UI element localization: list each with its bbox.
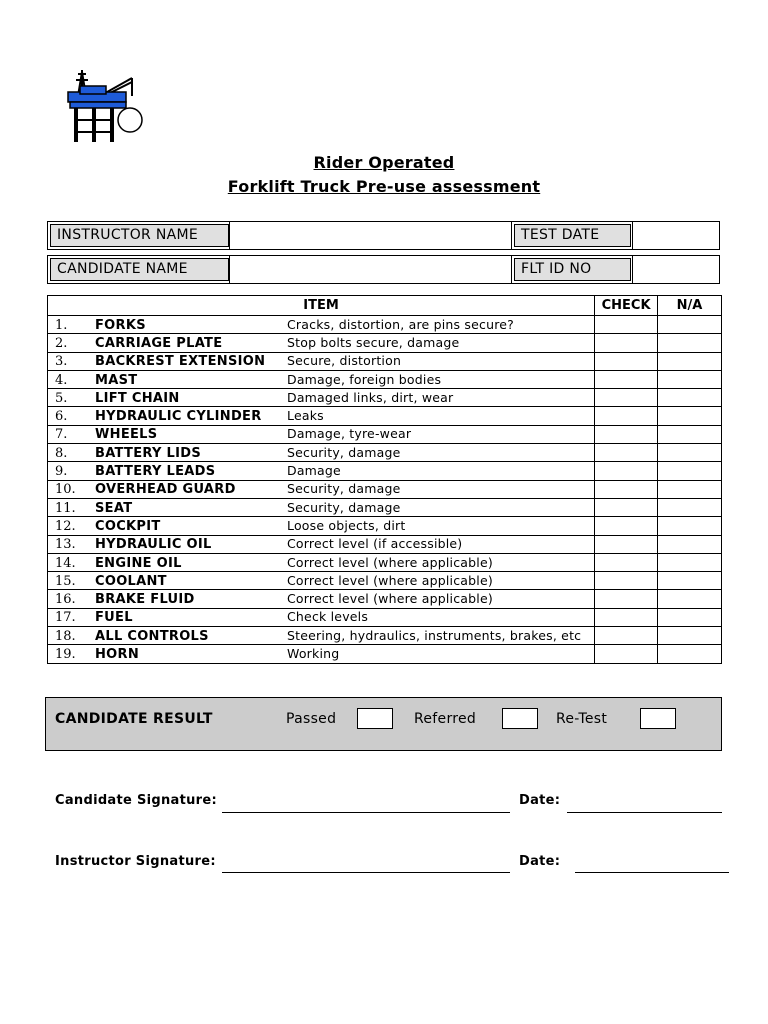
table-row (48, 444, 722, 462)
item-cell (48, 608, 595, 626)
item-number: 14. (55, 555, 76, 571)
check-cell[interactable] (595, 627, 658, 645)
divider (632, 222, 633, 249)
check-cell[interactable] (595, 407, 658, 425)
item-name: SEAT (95, 500, 133, 516)
item-description: Leaks (287, 408, 324, 424)
item-name: MAST (95, 372, 138, 388)
candidate-result-label: CANDIDATE RESULT (55, 711, 213, 727)
instructor-row (47, 221, 720, 250)
candidate-date-label: Date: (519, 793, 561, 808)
candidate-row (47, 255, 720, 284)
check-cell[interactable] (595, 645, 658, 663)
check-cell[interactable] (595, 572, 658, 590)
table-row (48, 407, 722, 425)
na-cell[interactable] (658, 352, 722, 370)
item-description: Damaged links, dirt, wear (287, 389, 454, 405)
table-row (48, 389, 722, 407)
table-row (48, 535, 722, 553)
table-row (48, 425, 722, 443)
check-cell[interactable] (595, 370, 658, 388)
table-row (48, 517, 722, 535)
retest-checkbox[interactable] (640, 708, 676, 729)
divider (632, 256, 633, 283)
table-row (48, 334, 722, 352)
check-cell[interactable] (595, 425, 658, 443)
item-name: FORKS (95, 317, 146, 333)
instructor-date-line[interactable] (575, 872, 729, 873)
na-cell[interactable] (658, 316, 722, 334)
item-description: Correct level (where applicable) (287, 554, 493, 570)
table-row (48, 316, 722, 334)
pre-use-checklist-table (47, 295, 722, 664)
table-row (48, 370, 722, 388)
na-cell[interactable] (658, 389, 722, 407)
item-number: 18. (55, 628, 76, 644)
item-cell (48, 444, 595, 462)
passed-label: Passed (286, 711, 337, 727)
na-cell[interactable] (658, 480, 722, 498)
na-cell[interactable] (658, 608, 722, 626)
divider (229, 256, 230, 283)
instructor-name-field[interactable] (230, 222, 511, 249)
item-description: Correct level (where applicable) (287, 591, 493, 607)
candidate-result-panel (45, 697, 722, 751)
item-name: COCKPIT (95, 518, 161, 534)
item-name: BATTERY LEADS (95, 464, 216, 480)
item-cell (48, 389, 595, 407)
na-cell[interactable] (658, 590, 722, 608)
na-cell[interactable] (658, 334, 722, 352)
item-number: 15. (55, 573, 76, 589)
retest-label: Re-Test (556, 711, 608, 727)
check-cell[interactable] (595, 608, 658, 626)
item-number: 5. (55, 390, 68, 406)
item-cell (48, 498, 595, 516)
item-name: ALL CONTROLS (95, 628, 209, 644)
instructor-date-label: Date: (519, 854, 561, 869)
item-cell (48, 462, 595, 480)
item-name: HYDRAULIC CYLINDER (95, 409, 262, 425)
check-cell[interactable] (595, 389, 658, 407)
item-description: Working (287, 645, 340, 661)
table-row (48, 553, 722, 571)
item-cell (48, 535, 595, 553)
item-description: Security, damage (287, 481, 401, 497)
item-name: OVERHEAD GUARD (95, 482, 236, 498)
item-description: Steering, hydraulics, instruments, brakes, etc (287, 627, 582, 643)
na-cell[interactable] (658, 444, 722, 462)
na-cell[interactable] (658, 462, 722, 480)
check-cell[interactable] (595, 444, 658, 462)
na-cell[interactable] (658, 370, 722, 388)
item-name: FUEL (95, 610, 133, 626)
item-name: BATTERY LIDS (95, 445, 201, 461)
item-name: HYDRAULIC OIL (95, 537, 212, 553)
candidate-date-line[interactable] (567, 812, 722, 813)
item-description: Damage (287, 463, 341, 479)
item-name: COOLANT (95, 573, 167, 589)
na-cell[interactable] (658, 572, 722, 590)
item-cell (48, 480, 595, 498)
check-cell[interactable] (595, 480, 658, 498)
item-number: 3. (55, 354, 68, 370)
instructor-name-label: INSTRUCTOR NAME (50, 224, 229, 247)
item-cell (48, 352, 595, 370)
na-cell[interactable] (658, 517, 722, 535)
table-header-row (48, 296, 722, 316)
item-name: HORN (95, 646, 140, 662)
item-name: ENGINE OIL (95, 555, 182, 571)
check-cell[interactable] (595, 590, 658, 608)
divider (229, 222, 230, 249)
na-cell[interactable] (658, 627, 722, 645)
item-description: Damage, tyre-wear (287, 426, 412, 442)
item-cell (48, 627, 595, 645)
item-name: LIFT CHAIN (95, 390, 180, 406)
table-row (48, 480, 722, 498)
instructor-signature-line[interactable] (222, 872, 510, 873)
check-cell[interactable] (595, 462, 658, 480)
table-row (48, 572, 722, 590)
item-name: BACKREST EXTENSION (95, 354, 266, 370)
item-cell (48, 316, 595, 334)
flt-id-label: FLT ID NO (514, 258, 631, 281)
item-description: Security, damage (287, 444, 401, 460)
table-row (48, 462, 722, 480)
item-name: CARRIAGE PLATE (95, 335, 223, 351)
item-cell (48, 590, 595, 608)
item-description: Secure, distortion (287, 353, 402, 369)
item-number: 16. (55, 592, 76, 608)
item-number: 8. (55, 445, 68, 461)
item-cell (48, 370, 595, 388)
divider (511, 222, 512, 249)
item-name: BRAKE FLUID (95, 592, 195, 608)
referred-checkbox[interactable] (502, 708, 538, 729)
item-number: 6. (55, 409, 68, 425)
item-number: 13. (55, 537, 76, 553)
na-cell[interactable] (658, 407, 722, 425)
item-description: Correct level (if accessible) (287, 536, 463, 552)
item-number: 9. (55, 464, 68, 480)
table-row (48, 590, 722, 608)
na-cell[interactable] (658, 425, 722, 443)
item-number: 17. (55, 610, 76, 626)
item-number: 19. (55, 646, 76, 662)
item-cell (48, 517, 595, 535)
na-cell[interactable] (658, 498, 722, 516)
na-cell[interactable] (658, 645, 722, 663)
candidate-signature-label: Candidate Signature: (55, 793, 218, 808)
item-number: 4. (55, 372, 68, 388)
item-number: 1. (55, 317, 68, 333)
item-cell (48, 407, 595, 425)
item-description: Cracks, distortion, are pins secure? (287, 316, 514, 332)
table-row (48, 498, 722, 516)
oil-rig-logo-icon (60, 68, 146, 146)
item-number: 11. (55, 500, 76, 516)
na-cell[interactable] (658, 553, 722, 571)
item-description: Check levels (287, 609, 369, 625)
item-number: 7. (55, 427, 68, 443)
flt-id-field[interactable] (632, 256, 719, 283)
item-cell (48, 334, 595, 352)
item-number: 10. (55, 482, 76, 498)
candidate-name-field[interactable] (230, 256, 511, 283)
table-row (48, 608, 722, 626)
column-header-check: CHECK (595, 296, 658, 316)
item-description: Security, damage (287, 499, 401, 515)
column-header-item: ITEM (48, 296, 595, 316)
check-cell[interactable] (595, 517, 658, 535)
item-cell (48, 645, 595, 663)
candidate-signature-line[interactable] (222, 812, 510, 813)
item-description: Correct level (where applicable) (287, 572, 493, 588)
table-row (48, 627, 722, 645)
item-cell (48, 553, 595, 571)
item-description: Loose objects, dirt (287, 517, 406, 533)
na-cell[interactable] (658, 535, 722, 553)
passed-checkbox[interactable] (357, 708, 393, 729)
test-date-field[interactable] (632, 222, 719, 249)
column-header-na: N/A (658, 296, 722, 316)
item-cell (48, 572, 595, 590)
table-row (48, 352, 722, 370)
candidate-name-label: CANDIDATE NAME (50, 258, 229, 281)
check-cell[interactable] (595, 498, 658, 516)
item-number: 2. (55, 335, 68, 351)
item-cell (48, 425, 595, 443)
check-cell[interactable] (595, 334, 658, 352)
referred-label: Referred (414, 711, 477, 727)
check-cell[interactable] (595, 535, 658, 553)
check-cell[interactable] (595, 553, 658, 571)
check-cell[interactable] (595, 352, 658, 370)
table-row (48, 645, 722, 663)
test-date-label: TEST DATE (514, 224, 631, 247)
form-title-line2: Forklift Truck Pre-use assessment (227, 177, 541, 196)
check-cell[interactable] (595, 316, 658, 334)
form-title-line1: Rider Operated (313, 153, 455, 172)
item-name: WHEELS (95, 427, 158, 443)
item-number: 12. (55, 518, 76, 534)
instructor-signature-label: Instructor Signature: (55, 854, 216, 869)
divider (511, 256, 512, 283)
item-description: Stop bolts secure, damage (287, 334, 460, 350)
item-description: Damage, foreign bodies (287, 371, 442, 387)
